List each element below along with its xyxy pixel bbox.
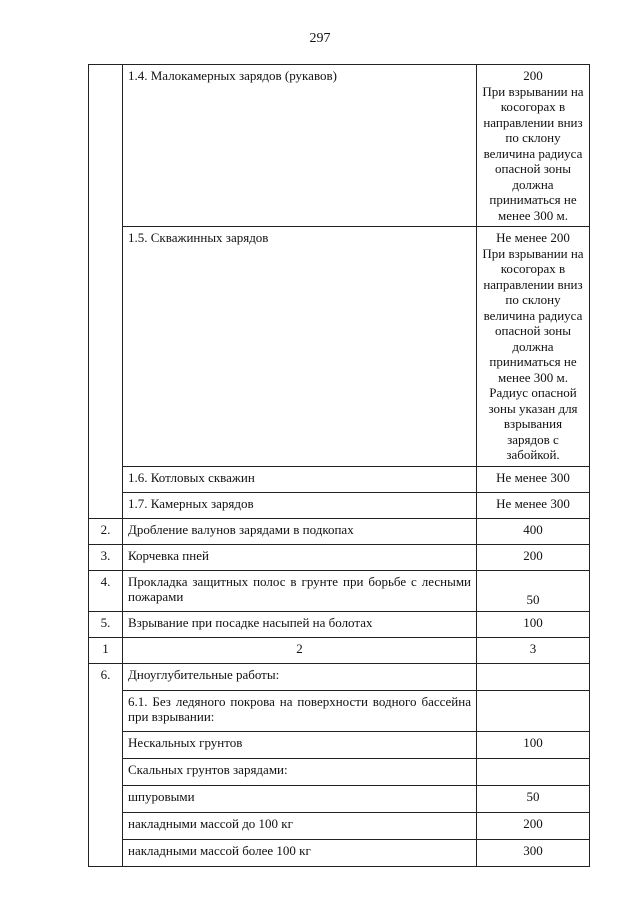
row-number-cell: 3. <box>89 544 123 570</box>
row-name-cell: Прокладка защитных полос в грунте при борьбе с лесными пожарами <box>123 570 477 611</box>
row-value-cell: 100 <box>477 731 590 758</box>
row-name-cell: 2 <box>123 637 477 663</box>
table-row <box>89 570 590 611</box>
row-name-cell: накладными массой до 100 кг <box>123 812 477 839</box>
row-value-cell: 200 <box>477 544 590 570</box>
row-number-cell: 6. <box>89 663 123 866</box>
row-value-cell: Не менее 300 <box>477 492 590 518</box>
table-row <box>89 785 590 812</box>
row-name-cell: 6.1. Без ледяного покрова на поверхности водного бассейна при взрывании: <box>123 690 477 731</box>
table-row <box>89 663 590 690</box>
row-number-cell: 5. <box>89 611 123 637</box>
page-number: 297 <box>309 31 331 46</box>
table-row <box>89 492 590 518</box>
row-number-cell: 4. <box>89 570 123 611</box>
row-value-cell <box>477 663 590 690</box>
row-name-cell: Дробление валунов зарядами в подкопах <box>123 518 477 544</box>
row-name-cell: 1.4. Малокамерных зарядов (рукавов) <box>123 65 477 227</box>
row-name-cell: 1.6. Котловых скважин <box>123 466 477 492</box>
row-value-cell: Не менее 300 <box>477 466 590 492</box>
row-name-cell: Дноуглубительные работы: <box>123 663 477 690</box>
row-value-cell <box>477 758 590 785</box>
row-number-cell <box>89 65 123 519</box>
table-row <box>89 812 590 839</box>
row-name-cell: Взрывание при посадке насыпей на болотах <box>123 611 477 637</box>
row-value-cell <box>477 227 590 467</box>
row-value-cell: 50 <box>477 570 590 611</box>
row-name-cell: Нескальных грунтов <box>123 731 477 758</box>
value-text: 200 При взрывании на косогорах в направлении вниз по склону величина радиуса опасной зоны должна приниматься не менее 300 м. <box>482 68 584 223</box>
row-value-cell: 400 <box>477 518 590 544</box>
row-name-cell: Скальных грунтов зарядами: <box>123 758 477 785</box>
row-value-cell <box>477 690 590 731</box>
row-number-cell: 2. <box>89 518 123 544</box>
row-value-cell: 100 <box>477 611 590 637</box>
table-row <box>89 758 590 785</box>
table-row <box>89 466 590 492</box>
table-row <box>89 839 590 866</box>
row-value-cell <box>477 65 590 227</box>
row-name-cell: накладными массой более 100 кг <box>123 839 477 866</box>
safety-distance-table <box>88 64 590 867</box>
row-value-cell: 300 <box>477 839 590 866</box>
row-number-cell: 1 <box>89 637 123 663</box>
table-row <box>89 65 590 227</box>
row-value-cell: 50 <box>477 785 590 812</box>
row-value-cell: 200 <box>477 812 590 839</box>
row-name-cell: Корчевка пней <box>123 544 477 570</box>
table-row <box>89 731 590 758</box>
table-row <box>89 518 590 544</box>
value-text: Не менее 200 При взрывании на косогорах в направлении вниз по склону величина радиуса опасной зоны должна приниматься не менее 300 м. Радиус опасной зоны указан для взрывания зарядов с забойкой. <box>482 230 584 462</box>
table-row <box>89 690 590 731</box>
table-row <box>89 611 590 637</box>
table-row <box>89 227 590 467</box>
row-name-cell: 1.5. Скважинных зарядов <box>123 227 477 467</box>
row-name-cell: 1.7. Камерных зарядов <box>123 492 477 518</box>
table-row <box>89 544 590 570</box>
row-name-cell: шпуровыми <box>123 785 477 812</box>
table-row <box>89 637 590 663</box>
row-value-cell: 3 <box>477 637 590 663</box>
